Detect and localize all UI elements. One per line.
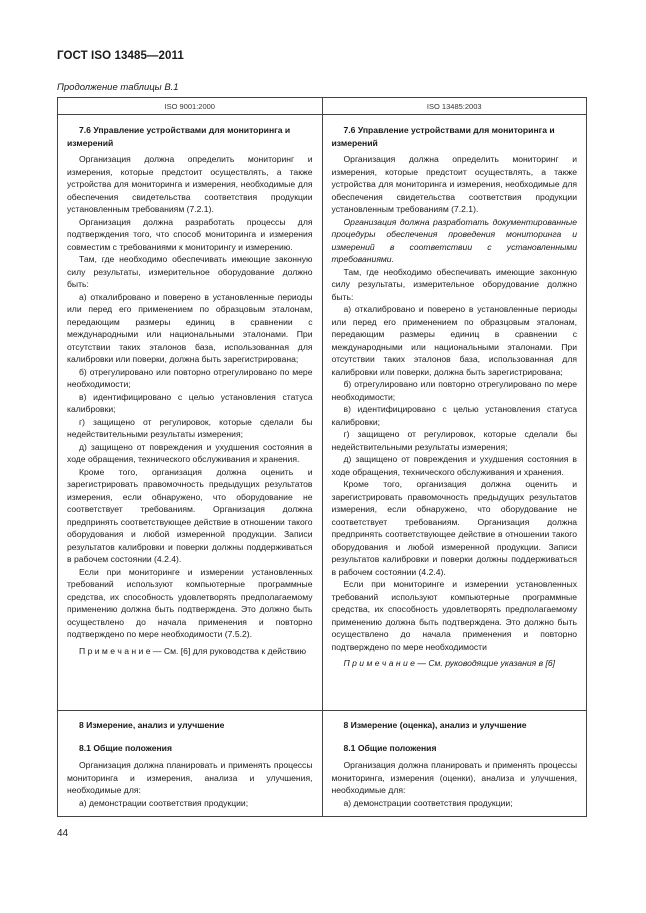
note: П р и м е ч а н и е — См. [6] для руководства к действию	[79, 645, 307, 656]
list-item: в) идентифицировано с целью установления статуса калибровки;	[331, 404, 577, 427]
page-number: 44	[57, 828, 69, 839]
note: П р и м е ч а н и е — См. руководящие указания в [6]	[343, 658, 556, 668]
paragraph-changed: Организация должна разработать документированные процедуры обеспечения проведения мониторинга и измерений в соответствии с установленными требованиями.	[331, 216, 577, 264]
paragraph: Там, где необходимо обеспечивать имеющие законную силу результаты, измерительное оборудование должно быть:	[331, 266, 577, 302]
list-item: а) демонстрации соответствия продукции;	[79, 797, 249, 808]
list-item: д) защищено от повреждения и ухудшения состояния в ходе обращения, технического обслуживания и хранения.	[331, 454, 577, 477]
table-row	[58, 711, 587, 817]
cell-left-7-6	[58, 115, 323, 711]
list-item: г) защищено от регулировок, которые сделали бы недействительными результаты измерения;	[331, 429, 577, 452]
list-item: в) идентифицировано с целью установления статуса калибровки;	[67, 391, 313, 414]
section-heading: 7.6 Управление устройствами для мониторинга и измерений	[67, 125, 291, 148]
list-item: б) отрегулировано или повторно отрегулировано по мере необходимости;	[331, 379, 577, 402]
paragraph: Организация должна планировать и применять процессы мониторинга, измерения (оценки), анализа и улучшения, необходимые для:	[331, 760, 577, 795]
paragraph: Организация должна определить мониторинг и измерения, которые предстоит осуществлять, а также устройства для мониторинга и измерения, необходимые для обеспечения свидетельства соответствия продукции установленным требованиям (7.2.1).	[67, 154, 313, 214]
list-item: а) демонстрации соответствия продукции;	[343, 797, 513, 808]
list-item: г) защищено от регулировок, которые сделали бы недействительными результаты измерения;	[67, 416, 313, 439]
section-heading: 8 Измерение (оценка), анализ и улучшение	[343, 720, 527, 730]
paragraph: Организация должна разработать процессы для подтверждения того, что способ мониторинга и измерения совместим с требованиями к мониторингу и измерению.	[67, 216, 313, 252]
subsection-heading: 8.1 Общие положения	[343, 742, 437, 753]
list-item: д) защищено от повреждения и ухудшения состояния в ходе обращения, технического обслуживания и хранения.	[67, 441, 313, 464]
cell-right-8	[322, 711, 587, 817]
paragraph: Организация должна определить мониторинг и измерения, которые предстоит осуществлять, а также устройства для мониторинга и измерения, необходимые для обеспечения свидетельства соответствия продукции установленным требованиям (7.2.1).	[331, 154, 577, 214]
table-header-row	[58, 98, 587, 115]
document-title: ГОСТ ISO 13485—2011	[57, 50, 184, 62]
cell-right-7-6	[322, 115, 587, 711]
list-item: а) откалибровано и поверено в установленные периоды или перед его применением по образцовым эталонам, передающим размеры единиц в сравнении с международными или национальными эталонами. При отсутствии таких эталонов база, использованная для калибровки или поверки, должна быть зарегистрирована;	[331, 304, 577, 377]
paragraph: Кроме того, организация должна оценить и зарегистрировать правомочность предыдущих результатов измерения, если обнаружено, что оборудование не соответствует требованиям. Организация должна предпринять соответствующее действие в отношении такого оборудования и любой измеренной продукции. Записи результатов калибровки и поверки должны поддерживаться в рабочем состоянии (4.2.4).	[67, 466, 313, 564]
subsection-heading: 8.1 Общие положения	[79, 742, 172, 753]
list-item: а) откалибровано и поверено в установленные периоды или перед его применением по образцовым эталонам, передающим размеры единиц в сравнении с международными или национальными эталонами. При отсутствии таких эталонов база, использованная для калибровки или поверки, должна быть зарегистрирована;	[67, 291, 313, 364]
cell-left-8	[58, 711, 323, 817]
paragraph: Если при мониторинге и измерении установленных требований используют компьютерные программные средства, их способность удовлетворять предполагаемому применению должна быть подтверждена. Это должно быть осуществлено до начала применения и повторно подтверждено по мере необходимости	[331, 579, 577, 652]
paragraph: Если при мониторинге и измерении установленных требований используют компьютерные программные средства, их способность удовлетворять предполагаемому применению должна быть подтверждена. Это должно быть осуществлено до начала применения и повторно подтверждено по мере необходимости (7.5.2).	[67, 566, 313, 639]
comparison-table	[57, 97, 587, 817]
column-header-right: ISO 13485:2003	[322, 98, 587, 115]
list-item: б) отрегулировано или повторно отрегулировано по мере необходимости;	[67, 366, 313, 389]
paragraph: Кроме того, организация должна оценить и зарегистрировать правомочность предыдущих результатов измерения, если обнаружено, что оборудование не соответствует требованиям. Организация должна предпринять соответствующее действие в отношении такого оборудования и любой измеренной продукции. Записи результатов калибровки и поверки должны поддерживаться в рабочем состоянии (4.2.4).	[331, 479, 577, 577]
column-header-left: ISO 9001:2000	[58, 98, 323, 115]
table-caption: Продолжение таблицы В.1	[57, 82, 179, 93]
section-heading: 7.6 Управление устройствами для мониторинга и измерений	[331, 125, 555, 148]
paragraph: Там, где необходимо обеспечивать имеющие законную силу результаты, измерительное оборудование должно быть:	[67, 254, 313, 289]
paragraph: Организация должна планировать и применять процессы мониторинга и измерения, анализа и улучшения, необходимые для:	[67, 760, 313, 795]
table-row	[58, 115, 587, 711]
section-heading: 8 Измерение, анализ и улучшение	[79, 720, 225, 730]
